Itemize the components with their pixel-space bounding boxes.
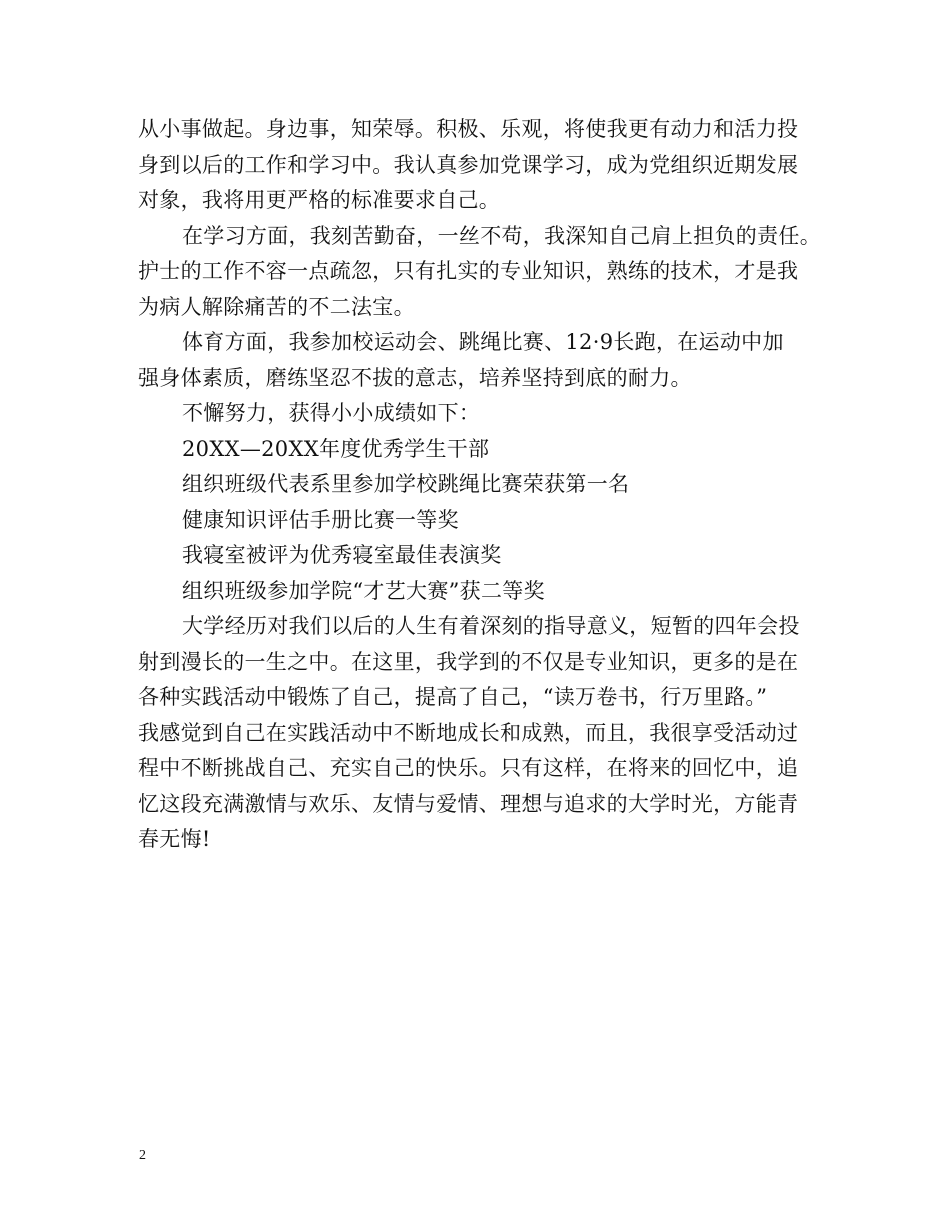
achievement-item: 我寝室被评为优秀寝室最佳表演奖 [182,543,502,567]
page-number: 2 [139,1148,146,1163]
text-line: 从小事做起。身边事，知荣辱。积极、乐观，将使我更有动力和活力投 [138,117,799,141]
paragraph-start-line: 在学习方面，我刻苦勤奋，一丝不苟，我深知自己肩上担负的责任。 [182,223,821,248]
text-line: 对象，我将用更严格的标准要求自己。 [138,188,501,212]
text-line: 强身体素质，磨练坚忍不拔的意志，培养坚持到底的耐力。 [138,365,692,390]
text-line: 身到以后的工作和学习中。我认真参加党课学习，成为党组织近期发展 [138,152,799,177]
text-line: 春无悔! [138,827,211,851]
text-line: 我感觉到自己在实践活动中不断地成长和成熟，而且，我很享受活动过 [138,720,799,745]
achievement-item: 健康知识评估手册比赛一等奖 [182,507,459,532]
text-line: 射到漫长的一生之中。在这里，我学到的不仅是专业知识，更多的是在 [138,649,799,674]
text-line: 各种实践活动中锻炼了自己，提高了自己，“读万卷书，行万里路。” [138,685,768,709]
text-line: 忆这段充满激情与欢乐、友情与爱情、理想与追求的大学时光，方能青 [138,791,799,816]
paragraph-start-line: 体育方面，我参加校运动会、跳绳比赛、12·9长跑，在运动中加 [182,330,784,354]
text-line: 为病人解除痛苦的不二法宝。 [138,294,415,319]
body-text [138,112,821,858]
achievement-item: 20XX—20XX年度优秀学生干部 [182,436,490,461]
paragraph-start-line: 不懈努力，获得小小成绩如下： [182,401,481,425]
text-line: 护士的工作不容一点疏忽，只有扎实的专业知识，熟练的技术，才是我 [138,259,799,283]
achievement-item: 组织班级代表系里参加学校跳绳比赛荣获第一名 [182,472,630,496]
text-line: 程中不断挑战自己、充实自己的快乐。只有这样，在将来的回忆中，追 [138,756,799,780]
paragraph-start-line: 大学经历对我们以后的人生有着深刻的指导意义，短暂的四年会投 [182,614,800,638]
achievement-item: 组织班级参加学院“才艺大赛”获二等奖 [182,578,545,603]
